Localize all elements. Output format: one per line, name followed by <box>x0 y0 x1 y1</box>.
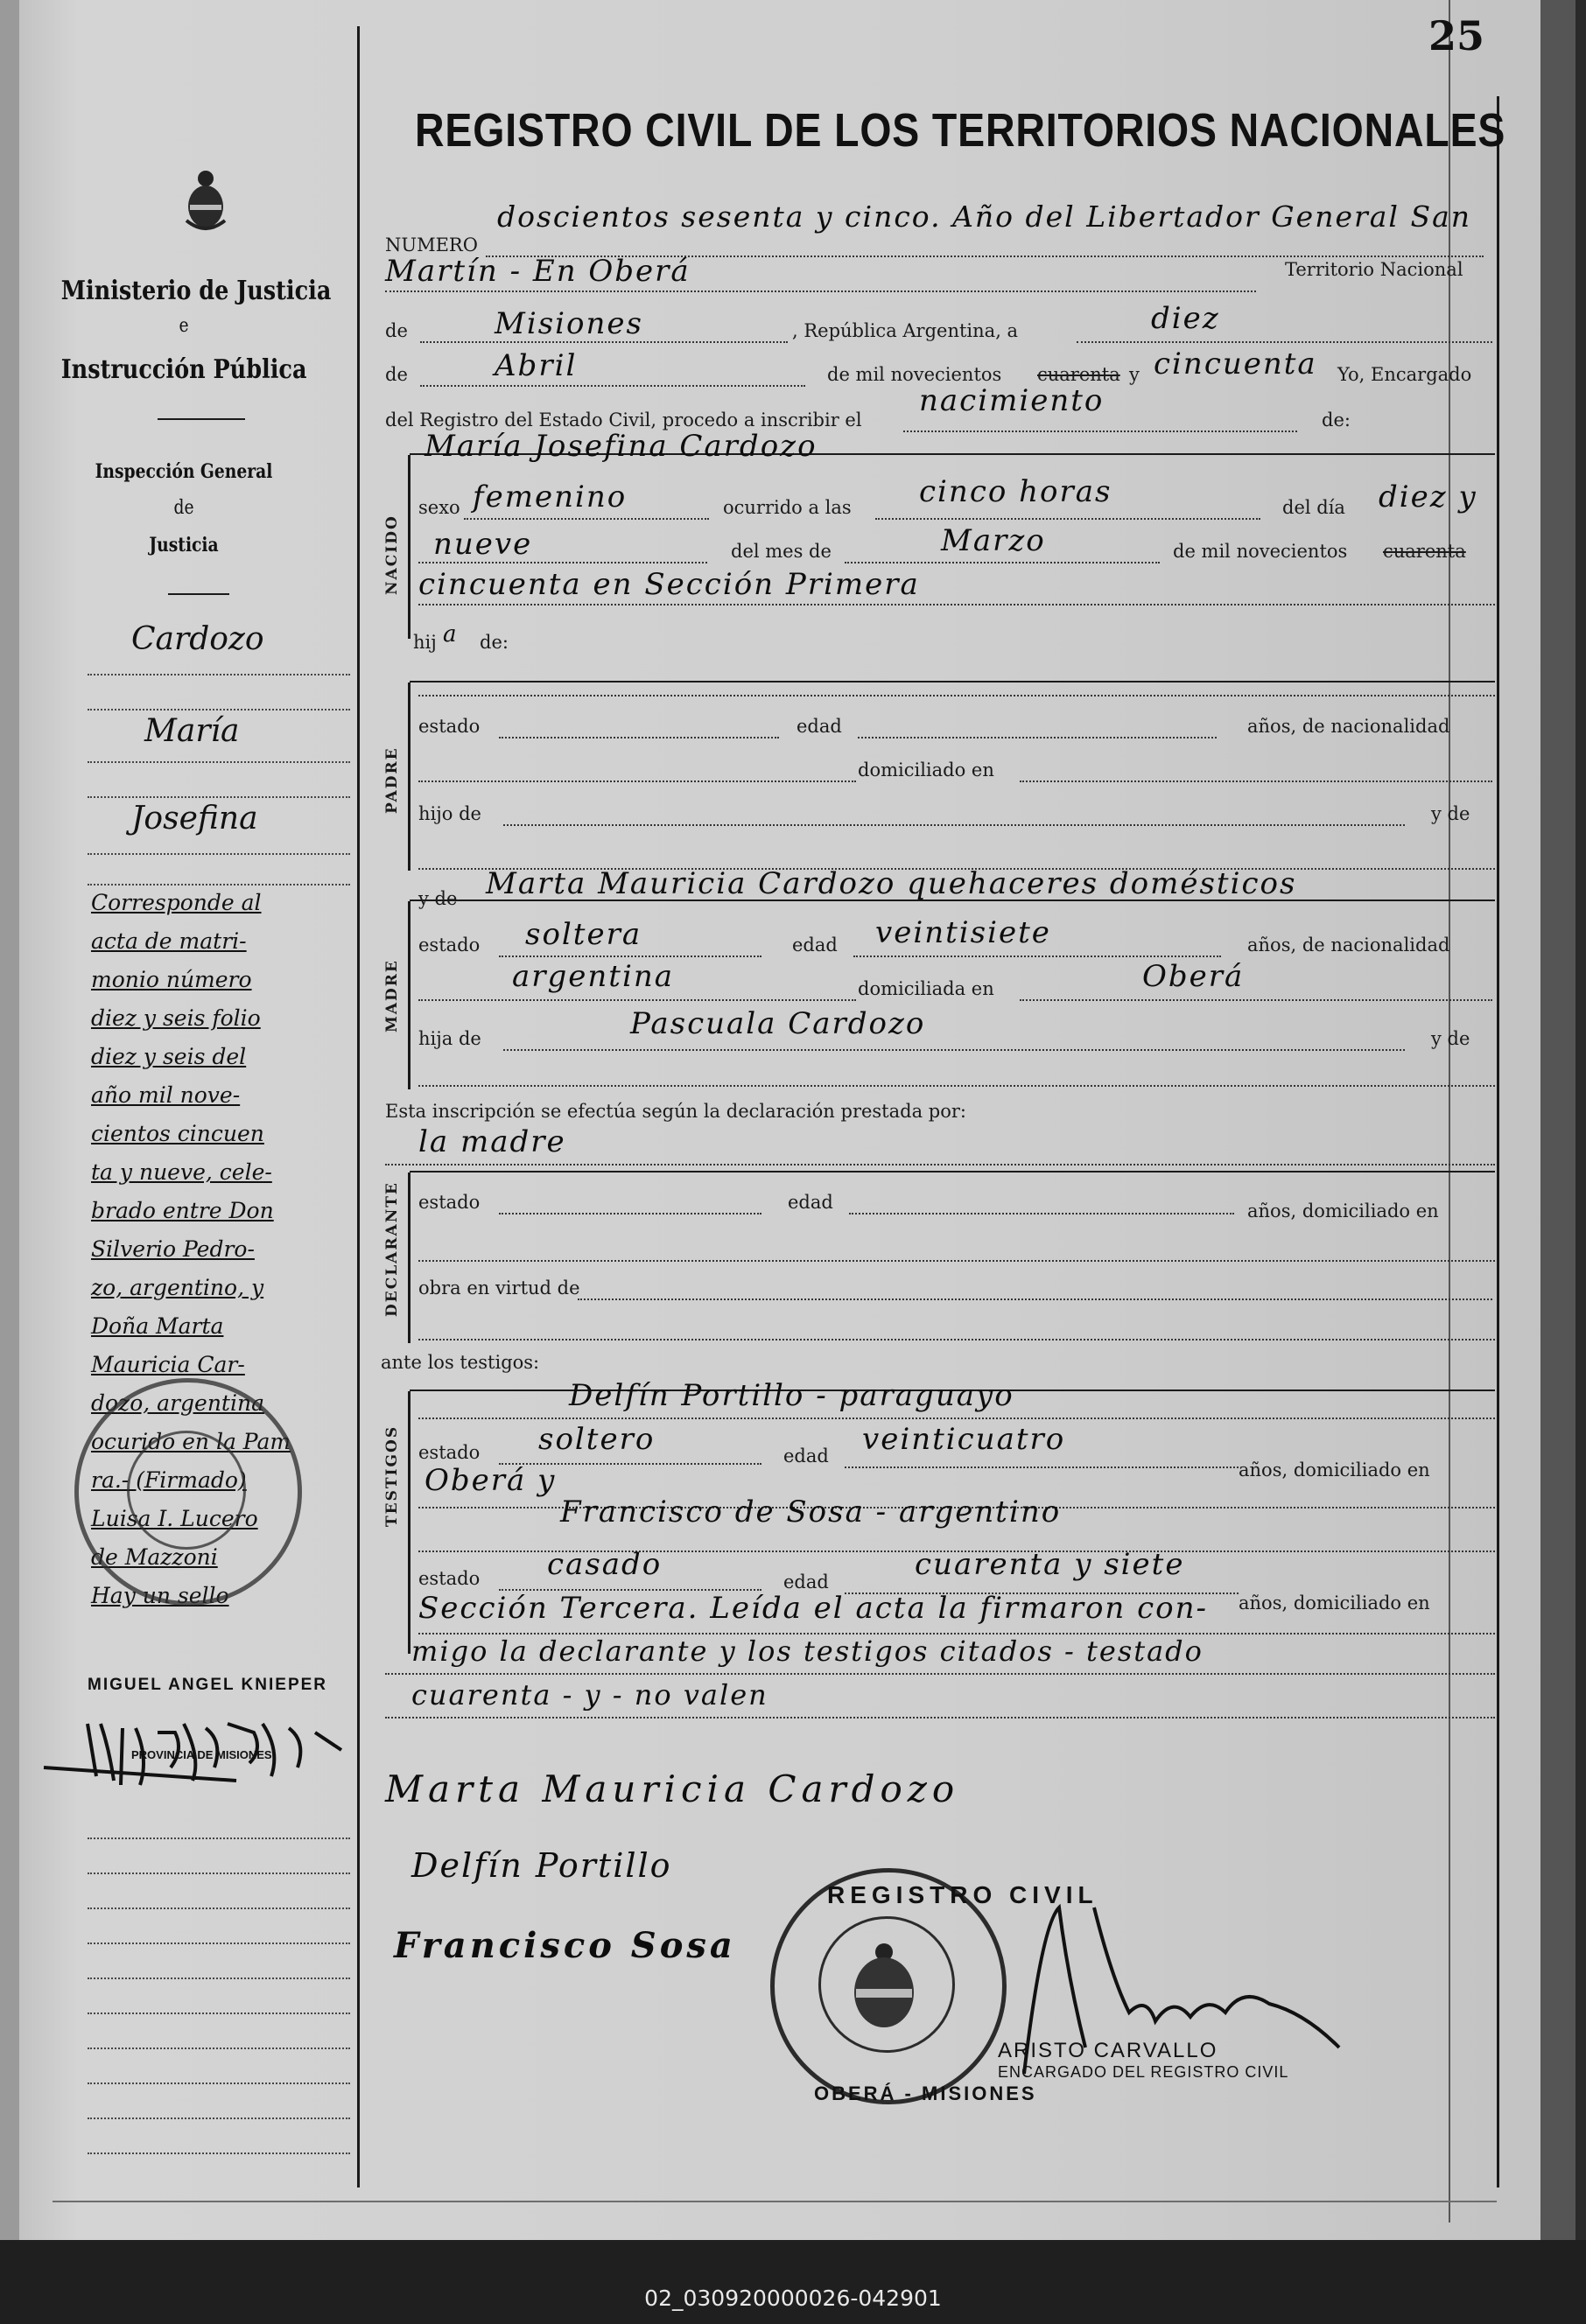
madre-y-de: y de <box>1431 1028 1470 1049</box>
de-colon: de: <box>1322 410 1351 430</box>
madre-estado-label: estado <box>418 934 481 956</box>
inspection-line3: Justicia <box>149 534 219 556</box>
dotted-line <box>418 780 856 782</box>
dotted-line <box>418 1418 1495 1419</box>
mes-label: del mes de <box>731 541 832 562</box>
dotted-line <box>845 562 1160 564</box>
dotted-line <box>1020 999 1492 1001</box>
marginal-note-line: Silverio Pedro- <box>91 1236 255 1262</box>
domicile2-value: Sección Tercera. Leída el acta la firmaron con- <box>418 1591 1209 1626</box>
nacido-day-value: diez y <box>1379 480 1477 514</box>
dotted-line <box>503 1049 1405 1051</box>
republica-label: , República Argentina, a <box>792 320 1019 341</box>
padre-hijo-label: hijo de <box>418 803 481 824</box>
madre-nationality-value: argentina <box>512 959 675 994</box>
marginal-note-line: ocurido en la Pam <box>91 1429 291 1454</box>
dotted-line <box>418 1085 1495 1087</box>
dotted-line <box>503 824 1405 826</box>
nacido-month-value: Marzo <box>941 523 1046 558</box>
sidebar-rule-row <box>88 1872 350 1874</box>
sidebar-signature-icon <box>26 1698 394 1802</box>
hij-label: hij <box>413 632 437 653</box>
declarante-domiciliado-label: años, domiciliado en <box>1247 1200 1439 1222</box>
declarante-edad-label: edad <box>788 1192 833 1213</box>
dotted-line <box>1077 341 1492 343</box>
dotted-line <box>578 1298 1492 1300</box>
padre-domiciliado-label: domiciliado en <box>858 760 994 780</box>
madre-edad-value: veintisiete <box>875 915 1051 950</box>
hij-de: de: <box>480 632 509 653</box>
official-name: ARISTO CARVALLO <box>998 2039 1218 2062</box>
domicile1-value: Oberá y <box>425 1463 557 1498</box>
padre-edad-label: edad <box>797 716 842 737</box>
dotted-line <box>418 695 1495 696</box>
marginal-note-line: dozo, argentina <box>91 1390 264 1416</box>
numero-label: NUMERO <box>385 234 478 256</box>
marginal-note-line: acta de matri- <box>91 928 247 954</box>
testigos-domiciliado-label-2: años, domiciliado en <box>1239 1592 1430 1614</box>
madre-domicile-value: Oberá <box>1142 959 1245 994</box>
witness1-value: Delfín Portillo - paraguayo <box>569 1378 1014 1413</box>
coat-of-arms-icon <box>179 166 232 236</box>
mother-value: Marta Mauricia Cardozo quehaceres domésticos <box>486 866 1297 901</box>
dotted-line <box>418 562 707 564</box>
nacido-bracket <box>408 455 411 639</box>
testigos-edad-label-2: edad <box>783 1572 829 1592</box>
sidebar-rule-row <box>88 1908 350 1909</box>
child-name: María Josefina Cardozo <box>425 429 818 464</box>
territory-value: Misiones <box>495 306 643 341</box>
line2-value: Martín - En Oberá <box>385 254 691 289</box>
sexo-value: femenino <box>473 480 628 514</box>
nacido-year-label: de mil novecientos <box>1173 541 1348 562</box>
declaration-label: Esta inscripción se efectúa según la declaración prestada por: <box>385 1101 966 1122</box>
marginal-note-line: diez y seis folio <box>91 1005 261 1031</box>
section-madre: MADRE <box>383 959 401 1032</box>
declarante-obra-label: obra en virtud de <box>418 1278 580 1298</box>
inspection-line1: Inspección General <box>95 460 273 483</box>
dotted-line <box>464 518 709 520</box>
declarante-bracket <box>408 1172 411 1343</box>
sidebar-rule-row <box>88 1942 350 1944</box>
sidebar-rule-row <box>88 2082 350 2084</box>
nacido-year-struck: cuarenta <box>1383 541 1466 562</box>
dotted-line <box>418 604 1495 606</box>
sidebar-rule-row <box>88 2048 350 2049</box>
madre-bracket <box>408 901 411 1089</box>
day-value: diez <box>1151 301 1220 336</box>
sidebar-divider <box>357 26 360 2188</box>
signature-mother: Marta Mauricia Cardozo <box>385 1768 960 1810</box>
section-rule <box>410 1171 1495 1172</box>
padre-nacionalidad-label: años, de nacionalidad <box>1247 716 1450 737</box>
marginal-note-line: Mauricia Car- <box>91 1352 245 1377</box>
sidebar-rule-row <box>88 2118 350 2119</box>
numero-value: doscientos sesenta y cinco. Año del Libertador General San <box>497 200 1472 234</box>
page-right-edge <box>1540 0 1575 2240</box>
marginal-note-line: Luisa I. Lucero <box>91 1506 258 1531</box>
file-caption: 02_030920000026-042901 <box>644 2286 942 2311</box>
year-struck: cuarenta <box>1037 364 1120 385</box>
ante-label: ante los testigos: <box>381 1352 540 1373</box>
section-testigos: TESTIGOS <box>383 1424 401 1527</box>
act-value: nacimiento <box>919 383 1105 418</box>
de-label: de <box>385 320 408 341</box>
right-faint-line <box>1449 0 1450 2222</box>
dotted-line <box>849 1213 1234 1214</box>
dotted-line <box>420 385 805 387</box>
grandmother-value: Pascuala Cardozo <box>630 1006 926 1041</box>
sidebar-rule-row <box>88 1978 350 1979</box>
closing-line-1: migo la declarante y los testigos citados - testado <box>411 1634 1204 1668</box>
seal-top-text: REGISTRO CIVIL <box>827 1881 1098 1908</box>
section-padre: PADRE <box>383 746 401 814</box>
sidebar-rule-row <box>88 2012 350 2014</box>
closing-line-2: cuarenta - y - no valen <box>411 1678 768 1712</box>
sidebar-given-2: Josefina <box>131 801 258 836</box>
page-title: REGISTRO CIVIL DE LOS TERRITORIOS NACIONALES <box>415 104 1506 157</box>
marginal-note-line: zo, argentino, y <box>91 1275 264 1300</box>
marginal-note-line: de Mazzoni <box>91 1544 218 1570</box>
inspection-line2: de <box>173 497 194 519</box>
ministry-line1: Ministerio de Justicia <box>60 276 332 306</box>
sidebar-surname: Cardozo <box>131 621 264 657</box>
dotted-line <box>858 737 1217 738</box>
page-number: 25 <box>1428 12 1485 60</box>
marginal-note-line: monio número <box>91 967 252 992</box>
declarant-value: la madre <box>418 1124 566 1159</box>
sidebar-rule-row <box>88 2152 350 2154</box>
marginal-note-line: año mil nove- <box>91 1082 241 1108</box>
signature-witness2: Francisco Sosa <box>394 1925 736 1966</box>
sidebar-stamp-sub: PROVINCIA DE MISIONES <box>131 1748 272 1761</box>
section-rule <box>410 681 1495 682</box>
dotted-line <box>385 1673 1495 1675</box>
dotted-line <box>418 1339 1495 1340</box>
seal-emblem-icon <box>840 1938 928 2034</box>
marginal-note-line: Hay un sello <box>91 1583 229 1608</box>
edad1-value: veinticuatro <box>862 1422 1066 1457</box>
declarante-estado-label: estado <box>418 1192 481 1213</box>
month-value: Abril <box>495 348 578 383</box>
marginal-note-line: brado entre Don <box>91 1198 274 1223</box>
ocurrido-label: ocurrido a las <box>723 497 852 518</box>
sidebar-rule-row <box>88 674 350 676</box>
sidebar-round-seal <box>74 1378 302 1606</box>
madre-edad-label: edad <box>792 934 838 956</box>
seal-bottom-text: OBERÁ - MISIONES <box>814 2082 1037 2104</box>
place-value: cincuenta en Sección Primera <box>418 567 920 602</box>
sidebar-rule-row <box>88 1838 350 1839</box>
territorio-label: Territorio Nacional <box>1285 259 1463 280</box>
right-margin-line <box>1497 96 1499 2188</box>
marginal-note-line: ta y nueve, cele- <box>91 1159 272 1185</box>
dotted-line <box>499 1213 761 1214</box>
dotted-line <box>499 737 779 738</box>
year-value: cincuenta <box>1154 346 1317 382</box>
hij-suffix: a <box>443 621 459 648</box>
sidebar-rule-row <box>88 761 350 763</box>
padre-y-de: y de <box>1431 803 1470 824</box>
section-declarante: DECLARANTE <box>383 1181 401 1317</box>
madre-nacionalidad-label: años, de nacionalidad <box>1247 934 1450 956</box>
dotted-line <box>420 341 788 343</box>
marginal-note-line: diez y seis del <box>91 1044 247 1069</box>
dotted-line <box>1020 780 1492 782</box>
registro-label: del Registro del Estado Civil, procedo a inscribir el <box>385 410 862 430</box>
marginal-note-line: Doña Marta <box>91 1313 224 1339</box>
madre-domiciliada-label: domiciliada en <box>858 978 994 999</box>
sidebar-rule-2 <box>168 593 229 595</box>
testigos-bracket <box>408 1391 411 1654</box>
marginal-note-line: cientos cincuen <box>91 1121 264 1146</box>
testigos-estado-label-2: estado <box>418 1568 481 1589</box>
dotted-line <box>418 1260 1495 1262</box>
sidebar-stamp-name: MIGUEL ANGEL KNIEPER <box>88 1676 328 1694</box>
bottom-rule <box>53 2201 1497 2202</box>
year-label: de mil novecientos <box>827 364 1002 385</box>
edad2-value: cuarenta y siete <box>915 1547 1185 1582</box>
estado2-value: casado <box>547 1547 663 1582</box>
sidebar-rule-row <box>88 853 350 855</box>
ministry-line2: e <box>179 315 189 337</box>
dotted-line <box>875 518 1260 520</box>
signature-witness1: Delfín Portillo <box>411 1846 672 1885</box>
hour-value: cinco horas <box>919 474 1112 509</box>
section-nacido: NACIDO <box>383 514 401 595</box>
sexo-label: sexo <box>418 497 460 518</box>
dotted-line <box>385 1164 1495 1166</box>
dotted-line <box>853 956 1221 957</box>
testigos-estado-label: estado <box>418 1442 481 1463</box>
marginal-note-line: ra.- (Firmado) <box>91 1467 247 1493</box>
estado1-value: soltero <box>538 1422 656 1457</box>
madre-y-de-label: y de <box>418 888 458 909</box>
witness2-value: Francisco de Sosa - argentino <box>560 1494 1062 1530</box>
del-dia-label: del día <box>1282 497 1345 518</box>
dotted-line <box>418 999 856 1001</box>
dotted-line <box>385 1717 1495 1718</box>
testigos-edad-label: edad <box>783 1446 829 1466</box>
dotted-line <box>903 430 1297 432</box>
sidebar-rule-row <box>88 796 350 798</box>
dotted-line <box>385 290 1256 292</box>
madre-hija-label: hija de <box>418 1028 481 1049</box>
year-y: y <box>1129 364 1140 385</box>
sidebar-rule <box>158 418 245 420</box>
ministry-line3: Instrucción Pública <box>60 354 307 385</box>
official-title: ENCARGADO DEL REGISTRO CIVIL <box>998 2063 1289 2081</box>
dotted-line <box>845 1466 1239 1468</box>
page-left-edge <box>0 0 19 2240</box>
sidebar-rule-row <box>88 709 350 710</box>
nacido-day-value-2: nueve <box>433 527 533 562</box>
bottom-dark-strip <box>0 2240 1586 2324</box>
padre-estado-label: estado <box>418 716 481 737</box>
testigos-domiciliado-label: años, domiciliado en <box>1239 1460 1430 1480</box>
dotted-line <box>499 956 761 957</box>
de-label-2: de <box>385 364 408 385</box>
marginal-note-line: Corresponde al <box>91 890 262 915</box>
encargado-label: Yo, Encargado <box>1337 364 1472 385</box>
madre-estado-value: soltera <box>525 917 642 952</box>
padre-bracket <box>408 682 411 871</box>
sidebar-given-1: María <box>144 713 240 749</box>
